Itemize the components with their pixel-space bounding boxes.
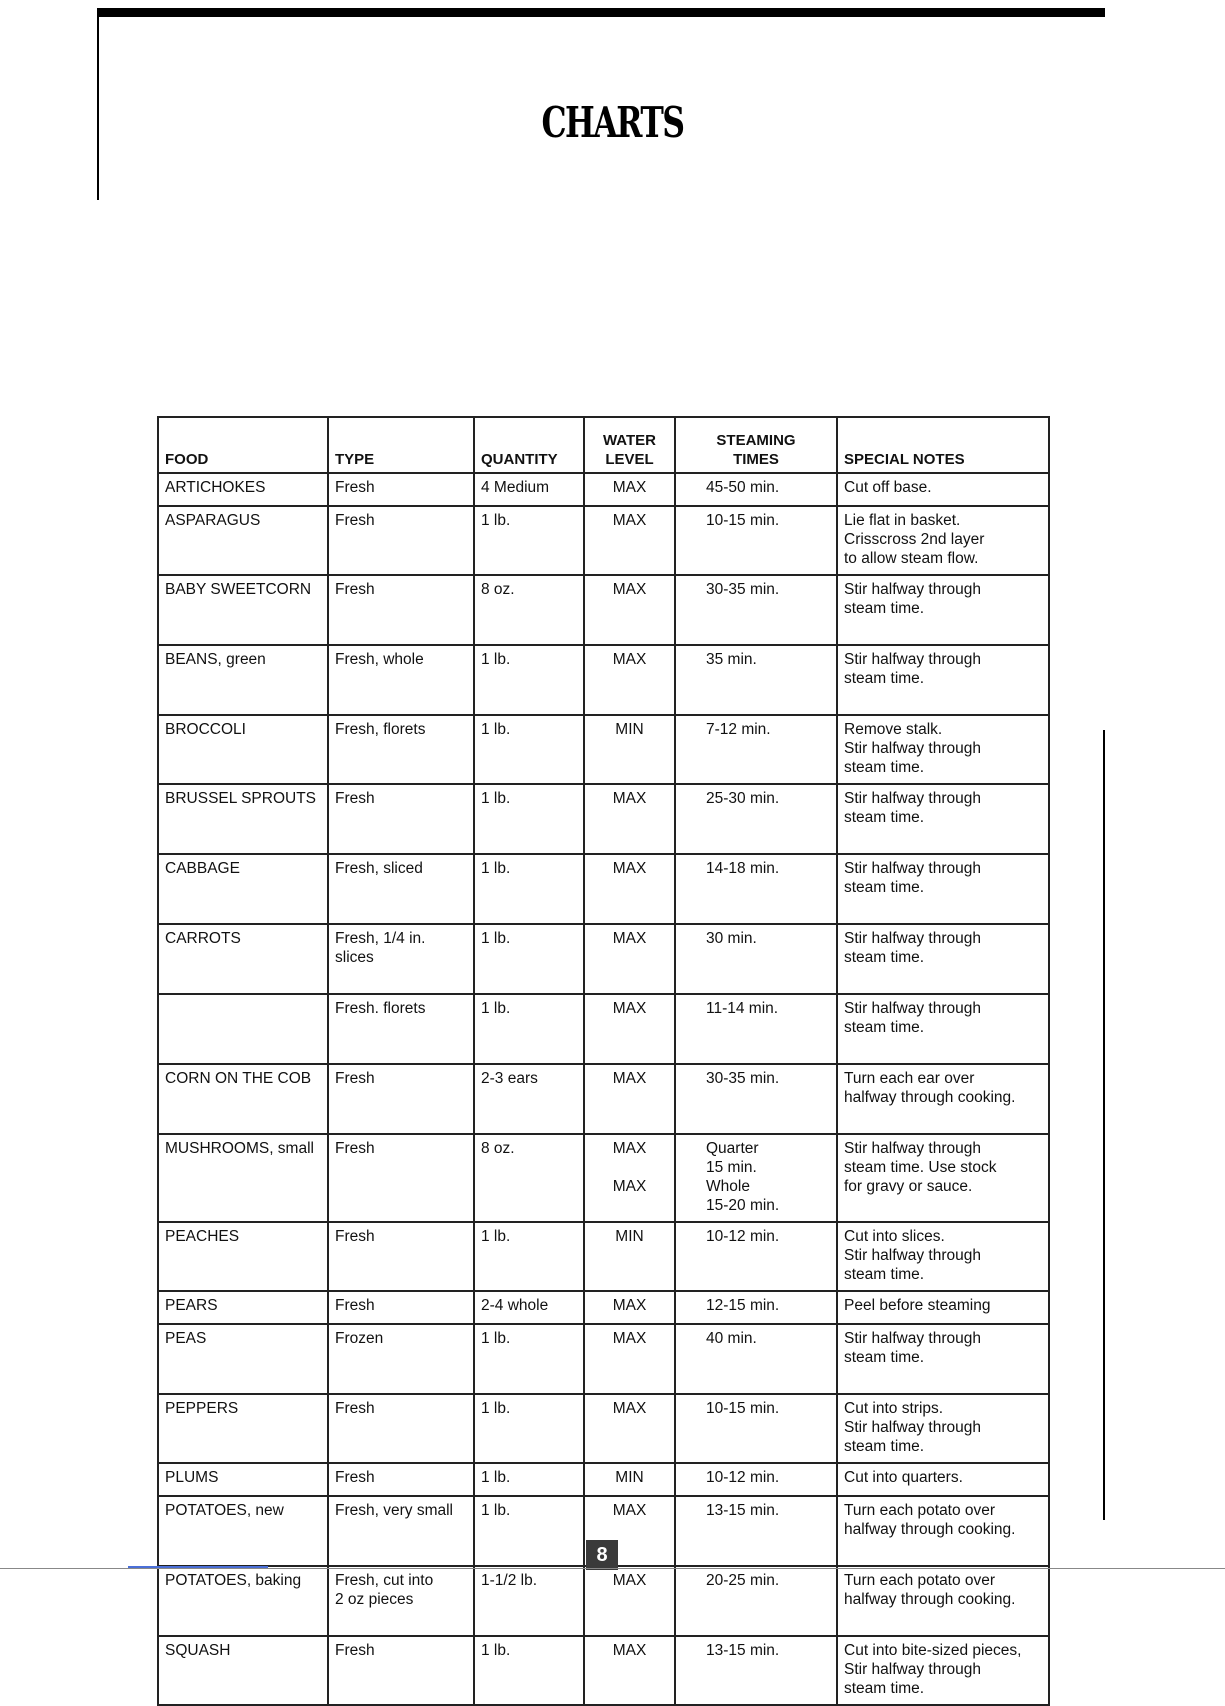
header-food: FOOD <box>158 417 328 473</box>
table-row <box>158 575 1049 645</box>
table-row <box>158 1566 1049 1636</box>
cell-water-level: MAX <box>584 645 675 715</box>
cell-special-notes: Stir halfway through steam time. Use stock for gravy or sauce. <box>837 1134 1049 1222</box>
cell-quantity: 2-3 ears <box>474 1064 584 1134</box>
cell-steaming-time: Quarter 15 min. Whole 15-20 min. <box>675 1134 837 1222</box>
table-row <box>158 1463 1049 1496</box>
cell-steaming-time: 10-15 min. <box>675 506 837 575</box>
table-row <box>158 1064 1049 1134</box>
page-number: 8 <box>586 1540 618 1570</box>
cell-steaming-time: 12-15 min. <box>675 1291 837 1324</box>
cell-food: BRUSSEL SPROUTS <box>158 784 328 854</box>
cell-food: MUSHROOMS, small <box>158 1134 328 1222</box>
cell-steaming-time: 10-12 min. <box>675 1222 837 1291</box>
cell-type: Fresh <box>328 1291 474 1324</box>
steaming-chart-table <box>157 416 1050 1706</box>
table-row <box>158 1324 1049 1394</box>
cell-type: Fresh <box>328 1394 474 1463</box>
cell-steaming-time: 25-30 min. <box>675 784 837 854</box>
cell-special-notes: Turn each potato over halfway through cooking. <box>837 1566 1049 1636</box>
table-row <box>158 1222 1049 1291</box>
cell-steaming-time: 40 min. <box>675 1324 837 1394</box>
cell-quantity: 1 lb. <box>474 784 584 854</box>
cell-special-notes: Cut into slices. Stir halfway through steam time. <box>837 1222 1049 1291</box>
cell-water-level: MAX <box>584 1566 675 1636</box>
top-rule <box>97 8 1105 17</box>
cell-steaming-time: 13-15 min. <box>675 1636 837 1705</box>
left-margin-rule <box>97 8 99 200</box>
cell-special-notes: Lie flat in basket. Crisscross 2nd layer to allow steam flow. <box>837 506 1049 575</box>
cell-type: Fresh <box>328 473 474 506</box>
cell-water-level: MIN <box>584 1222 675 1291</box>
cell-food: PEARS <box>158 1291 328 1324</box>
cell-type: Frozen <box>328 1324 474 1394</box>
cell-steaming-time: 14-18 min. <box>675 854 837 924</box>
cell-type: Fresh <box>328 1222 474 1291</box>
cell-type: Fresh <box>328 1134 474 1222</box>
cell-type: Fresh <box>328 1463 474 1496</box>
cell-type: Fresh, very small <box>328 1496 474 1566</box>
cell-type: Fresh, sliced <box>328 854 474 924</box>
table-row <box>158 645 1049 715</box>
table-row <box>158 924 1049 994</box>
cell-water-level: MAX <box>584 994 675 1064</box>
cell-quantity: 1 lb. <box>474 994 584 1064</box>
cell-food: CARROTS <box>158 924 328 994</box>
cell-steaming-time: 35 min. <box>675 645 837 715</box>
cell-special-notes: Cut into quarters. <box>837 1463 1049 1496</box>
cell-type: Fresh, florets <box>328 715 474 784</box>
table-body <box>158 473 1049 1705</box>
header-steaming-times: STEAMING TIMES <box>675 417 837 473</box>
table-row <box>158 994 1049 1064</box>
cell-food: PLUMS <box>158 1463 328 1496</box>
cell-type: Fresh <box>328 575 474 645</box>
cell-type: Fresh, cut into 2 oz pieces <box>328 1566 474 1636</box>
cell-water-level: MAX <box>584 1636 675 1705</box>
cell-food: PEACHES <box>158 1222 328 1291</box>
right-margin-rule <box>1103 730 1105 1520</box>
cell-food <box>158 994 328 1064</box>
cell-quantity: 1 lb. <box>474 506 584 575</box>
cell-type: Fresh <box>328 784 474 854</box>
cell-quantity: 8 oz. <box>474 1134 584 1222</box>
header-type: TYPE <box>328 417 474 473</box>
cell-quantity: 1 lb. <box>474 1222 584 1291</box>
cell-special-notes: Stir halfway through steam time. <box>837 645 1049 715</box>
bottom-link-underline <box>128 1566 268 1568</box>
cell-quantity: 1 lb. <box>474 715 584 784</box>
table-row <box>158 473 1049 506</box>
cell-type: Fresh, whole <box>328 645 474 715</box>
cell-water-level: MAX <box>584 1496 675 1566</box>
table-row <box>158 1394 1049 1463</box>
cell-special-notes: Turn each potato over halfway through cooking. <box>837 1496 1049 1566</box>
cell-water-level: MAX <box>584 1064 675 1134</box>
header-special-notes: SPECIAL NOTES <box>837 417 1049 473</box>
cell-special-notes: Turn each ear over halfway through cooking. <box>837 1064 1049 1134</box>
table-row <box>158 854 1049 924</box>
table-row <box>158 1636 1049 1705</box>
cell-food: SQUASH <box>158 1636 328 1705</box>
cell-water-level: MAX <box>584 1324 675 1394</box>
cell-quantity: 2-4 whole <box>474 1291 584 1324</box>
cell-steaming-time: 10-12 min. <box>675 1463 837 1496</box>
cell-steaming-time: 20-25 min. <box>675 1566 837 1636</box>
cell-special-notes: Stir halfway through steam time. <box>837 784 1049 854</box>
cell-water-level: MAX <box>584 506 675 575</box>
cell-quantity: 1 lb. <box>474 1324 584 1394</box>
cell-type: Fresh. florets <box>328 994 474 1064</box>
cell-special-notes: Peel before steaming <box>837 1291 1049 1324</box>
cell-water-level: MAX <box>584 575 675 645</box>
cell-food: CORN ON THE COB <box>158 1064 328 1134</box>
cell-water-level: MAX <box>584 1394 675 1463</box>
cell-special-notes: Cut into bite-sized pieces, Stir halfway through steam time. <box>837 1636 1049 1705</box>
cell-type: Fresh <box>328 1064 474 1134</box>
cell-special-notes: Stir halfway through steam time. <box>837 575 1049 645</box>
cell-special-notes: Stir halfway through steam time. <box>837 994 1049 1064</box>
cell-water-level: MAX <box>584 1291 675 1324</box>
table-row <box>158 715 1049 784</box>
cell-steaming-time: 30-35 min. <box>675 1064 837 1134</box>
cell-food: CABBAGE <box>158 854 328 924</box>
cell-steaming-time: 30-35 min. <box>675 575 837 645</box>
table-header-row <box>158 417 1049 473</box>
cell-steaming-time: 7-12 min. <box>675 715 837 784</box>
cell-food: BABY SWEETCORN <box>158 575 328 645</box>
cell-special-notes: Cut into strips. Stir halfway through steam time. <box>837 1394 1049 1463</box>
cell-water-level: MAX <box>584 854 675 924</box>
cell-special-notes: Remove stalk. Stir halfway through steam time. <box>837 715 1049 784</box>
cell-steaming-time: 13-15 min. <box>675 1496 837 1566</box>
cell-quantity: 1-1/2 lb. <box>474 1566 584 1636</box>
bottom-rule <box>0 1568 1225 1569</box>
cell-special-notes: Cut off base. <box>837 473 1049 506</box>
cell-food: BROCCOLI <box>158 715 328 784</box>
cell-quantity: 1 lb. <box>474 924 584 994</box>
cell-water-level: MAX MAX <box>584 1134 675 1222</box>
cell-food: BEANS, green <box>158 645 328 715</box>
header-water-level: WATER LEVEL <box>584 417 675 473</box>
cell-special-notes: Stir halfway through steam time. <box>837 854 1049 924</box>
cell-special-notes: Stir halfway through steam time. <box>837 924 1049 994</box>
cell-water-level: MAX <box>584 784 675 854</box>
cell-water-level: MAX <box>584 473 675 506</box>
cell-special-notes: Stir halfway through steam time. <box>837 1324 1049 1394</box>
page-title: CHARTS <box>541 98 684 147</box>
table-row <box>158 1291 1049 1324</box>
cell-water-level: MIN <box>584 715 675 784</box>
header-quantity: QUANTITY <box>474 417 584 473</box>
cell-quantity: 1 lb. <box>474 1636 584 1705</box>
cell-water-level: MIN <box>584 1463 675 1496</box>
table-row <box>158 506 1049 575</box>
table-row <box>158 784 1049 854</box>
cell-steaming-time: 10-15 min. <box>675 1394 837 1463</box>
cell-type: Fresh <box>328 1636 474 1705</box>
cell-steaming-time: 30 min. <box>675 924 837 994</box>
cell-steaming-time: 11-14 min. <box>675 994 837 1064</box>
cell-quantity: 1 lb. <box>474 1496 584 1566</box>
cell-food: PEAS <box>158 1324 328 1394</box>
cell-type: Fresh, 1/4 in. slices <box>328 924 474 994</box>
cell-type: Fresh <box>328 506 474 575</box>
cell-food: ARTICHOKES <box>158 473 328 506</box>
cell-quantity: 1 lb. <box>474 1463 584 1496</box>
cell-food: PEPPERS <box>158 1394 328 1463</box>
cell-steaming-time: 45-50 min. <box>675 473 837 506</box>
table-row <box>158 1134 1049 1222</box>
cell-food: POTATOES, baking <box>158 1566 328 1636</box>
cell-quantity: 8 oz. <box>474 575 584 645</box>
cell-quantity: 1 lb. <box>474 645 584 715</box>
cell-quantity: 4 Medium <box>474 473 584 506</box>
cell-water-level: MAX <box>584 924 675 994</box>
cell-food: ASPARAGUS <box>158 506 328 575</box>
cell-food: POTATOES, new <box>158 1496 328 1566</box>
cell-quantity: 1 lb. <box>474 1394 584 1463</box>
cell-quantity: 1 lb. <box>474 854 584 924</box>
